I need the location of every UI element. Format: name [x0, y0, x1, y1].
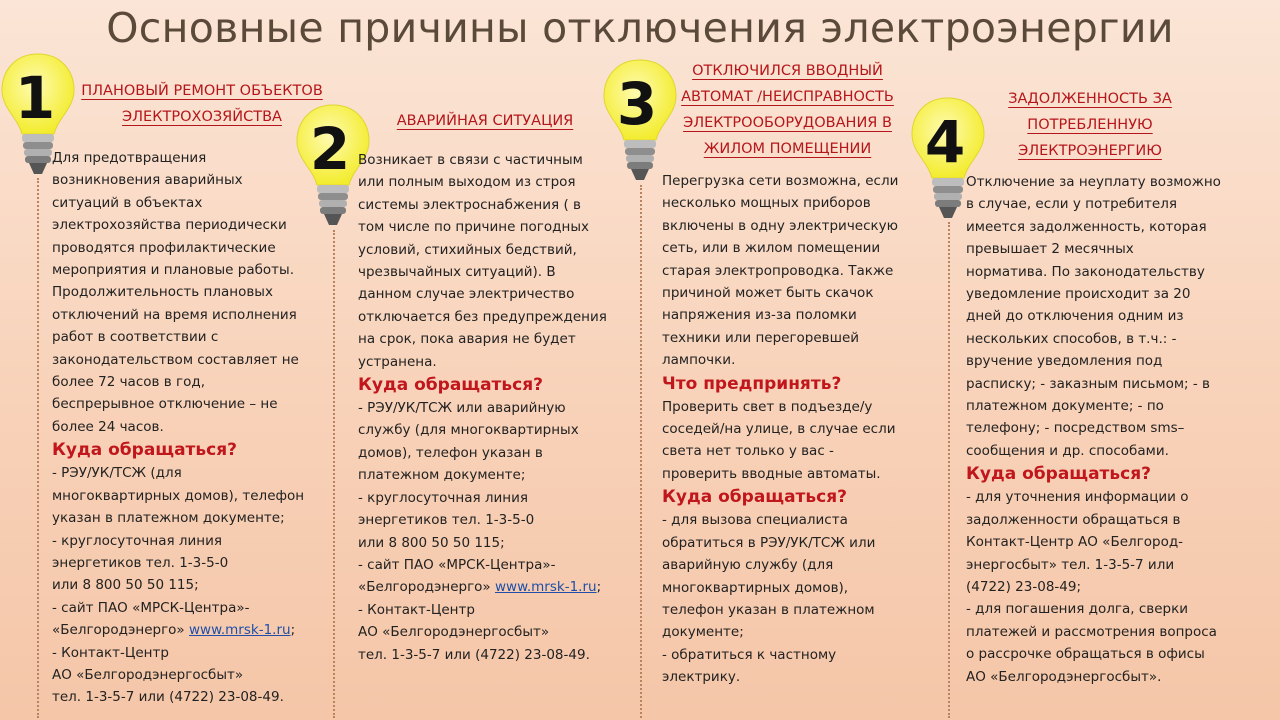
text-line: норматива. По законодательству [966, 263, 1205, 280]
text-line: расписку; - заказным письмом; - в [966, 375, 1211, 392]
heading-line: ПЛАНОВЫЙ РЕМОНТ ОБЪЕКТОВ [81, 83, 323, 99]
text-line: техники или перегоревшей [662, 329, 860, 346]
text-line: условий, стихийных бедствий, [358, 241, 577, 258]
text-line: - для погашения долга, сверки [966, 601, 1189, 618]
text-line: отключается без предупреждения [358, 308, 607, 325]
text-line: ситуаций в объектах [52, 194, 203, 211]
text-line: работ в соответствии с [52, 329, 219, 346]
text-line: - Контакт-Центр [52, 644, 169, 661]
text-line: многоквартирных домов), телефон [52, 487, 305, 504]
text-line: телефону; - посредством sms– [966, 420, 1185, 437]
text-line: сеть, или в жилом помещении [662, 240, 881, 257]
text-line: или 8 800 50 50 115; [52, 577, 199, 594]
what-to-do-heading: Что предпринять? [662, 373, 842, 394]
text-line: энергетиков тел. 1-3-5-0 [358, 512, 535, 529]
heading-line: АВАРИЙНАЯ СИТУАЦИЯ [396, 113, 574, 129]
text-line: соседей/на улице, в случае если [662, 421, 896, 438]
text-line: - Контакт-Центр [358, 601, 475, 618]
step-number: 1 [14, 64, 56, 132]
text-line: данном случае электричество [358, 286, 575, 303]
heading-line: ОТКЛЮЧИЛСЯ ВВОДНЫЙ [692, 63, 883, 79]
where-to-apply-heading: Куда обращаться? [966, 464, 1152, 485]
text-line: документе; [662, 624, 744, 641]
column-3-body [662, 170, 952, 689]
text-line: - для уточнения информации о [966, 489, 1189, 506]
divider [948, 222, 950, 718]
text-line: - круглосуточная линия [52, 532, 223, 549]
text-fragment: ; [290, 622, 296, 639]
text-line: беспрерывное отключение – не [52, 396, 278, 413]
text-line: вручение уведомления под [966, 353, 1163, 370]
text-line: платежном документе; [358, 467, 526, 484]
text-line: платежей и рассмотрения вопроса [966, 623, 1217, 640]
text-line: или 8 800 50 50 115; [358, 534, 505, 551]
text-line: том числе по причине погодных [358, 219, 589, 236]
text-line: - для вызова специалиста [662, 512, 848, 529]
text-line: напряжения из-за поломки [662, 307, 857, 324]
text-line: АО «Белгородэнергосбыт». [966, 668, 1162, 685]
text-line: возникновения аварийных [52, 172, 243, 189]
text-line: сообщения и др. способами. [966, 442, 1169, 459]
text-fragment: «Белгородэнерго» [358, 579, 495, 596]
text-line: отключений на время исполнения [52, 306, 297, 323]
mrsk-link[interactable]: www.mrsk-1.ru [188, 622, 291, 639]
text-line: более 72 часов в год, [52, 374, 205, 391]
text-line: на срок, пока авария не будет [358, 331, 576, 348]
text-line: домов), телефон указан в [358, 444, 543, 461]
column-2-body [358, 149, 648, 666]
column-4-body [966, 171, 1266, 688]
text-line: платежном документе; - по [966, 398, 1164, 415]
heading-line: ЖИЛОМ ПОМЕЩЕНИИ [703, 141, 872, 157]
heading-emergency [370, 108, 600, 134]
text-line: причиной может быть скачок [662, 285, 874, 302]
text-line: АО «Белгородэнергосбыт» [52, 666, 244, 683]
text-line: системы электроснабжения ( в [358, 196, 581, 213]
text-line: чрезвычайных ситуаций). В [358, 264, 556, 281]
text-line: Возникает в связи с частичным [358, 152, 583, 168]
step-number: 3 [616, 70, 658, 138]
heading-line: ЭЛЕКТРООБОРУДОВАНИЯ В [683, 115, 892, 131]
text-line: многоквартирных домов), [662, 579, 849, 596]
text-fragment: ; [596, 579, 602, 596]
text-line: проверить вводные автоматы. [662, 465, 881, 482]
text-line: проводятся профилактические [52, 239, 276, 256]
text-line: лампочки. [662, 352, 736, 369]
text-line: Для предотвращения [52, 150, 207, 166]
text-line: о рассрочке обращаться в офисы [966, 646, 1205, 663]
text-line: указан в платежном документе; [52, 510, 285, 527]
text-line: Отключение за неуплату возможно [966, 174, 1221, 190]
text-line: Продолжительность плановых [52, 284, 273, 301]
text-line: старая электропроводка. Также [662, 262, 894, 279]
where-to-apply-heading: Куда обращаться? [358, 375, 544, 396]
divider [37, 178, 39, 718]
divider [333, 230, 335, 718]
text-line: дней до отключения одним из [966, 308, 1184, 325]
heading-line: АВТОМАТ /НЕИСПРАВНОСТЬ [681, 89, 894, 105]
text-line: в случае, если у потребителя [966, 196, 1177, 213]
text-line: службу (для многоквартирных [358, 422, 579, 439]
where-to-apply-heading: Куда обращаться? [52, 440, 238, 461]
text-line: электрику. [662, 669, 741, 686]
mrsk-link[interactable]: www.mrsk-1.ru [494, 579, 597, 596]
step-number: 2 [309, 115, 351, 183]
page-title: Основные причины отключения электроэнергии [106, 4, 1174, 52]
text-line: (4722) 23-08-49; [966, 578, 1082, 595]
text-line-with-link [358, 576, 648, 598]
text-line: Перегрузка сети возможна, если [662, 173, 899, 189]
heading-line: ЗАДОЛЖЕННОСТЬ ЗА [1008, 91, 1172, 107]
text-line: - РЭУ/УК/ТСЖ или аварийную [358, 400, 566, 417]
text-line: устранена. [358, 353, 437, 370]
text-line: Проверить свет в подъезде/у [662, 398, 873, 415]
heading-input-breaker [650, 58, 925, 162]
text-line: превышает 2 месячных [966, 241, 1134, 258]
text-line: законодательством составляет не [52, 351, 299, 368]
divider [640, 185, 642, 718]
text-line: тел. 1-3-5-7 или (4722) 23-08-49. [358, 646, 590, 663]
text-line: аварийную службу (для [662, 557, 834, 574]
text-fragment: «Белгородэнерго» [52, 622, 189, 639]
text-line: энергосбыт» тел. 1-3-5-7 или [966, 556, 1175, 573]
text-line: энергетиков тел. 1-3-5-0 [52, 554, 229, 571]
heading-debt [990, 86, 1190, 164]
text-line: АО «Белгородэнергосбыт» [358, 624, 550, 641]
text-line: телефон указан в платежном [662, 601, 875, 618]
heading-line: ЭЛЕКТРОХОЗЯЙСТВА [122, 109, 282, 125]
text-line: имеется задолженность, которая [966, 218, 1207, 235]
text-line: включены в одну электрическую [662, 217, 899, 234]
text-line: мероприятия и плановые работы. [52, 262, 294, 279]
text-line: - круглосуточная линия [358, 489, 529, 506]
text-line: тел. 1-3-5-7 или (4722) 23-08-49. [52, 689, 284, 706]
where-to-apply-heading: Куда обращаться? [662, 487, 848, 508]
text-line: - обратиться к частному [662, 646, 837, 663]
text-line: - сайт ПАО «МРСК-Центра»- [52, 599, 250, 616]
text-line: - сайт ПАО «МРСК-Центра»- [358, 556, 556, 573]
step-number: 4 [924, 108, 966, 176]
text-line: уведомление происходит за 20 [966, 286, 1191, 303]
text-line: света нет только у вас - [662, 443, 834, 460]
text-line: электрохозяйства периодически [52, 217, 287, 234]
text-line: или полным выходом из строя [358, 174, 576, 191]
text-line: нескольких способов, в т.ч.: - [966, 330, 1177, 347]
text-line-with-link [52, 619, 342, 641]
heading-line: ЭЛЕКТРОЭНЕРГИЮ [1018, 143, 1162, 159]
text-line: несколько мощных приборов [662, 195, 871, 212]
text-line: более 24 часов. [52, 418, 164, 435]
heading-line: ПОТРЕБЛЕННУЮ [1027, 117, 1153, 133]
text-line: - РЭУ/УК/ТСЖ (для [52, 465, 182, 482]
text-line: обратиться в РЭУ/УК/ТСЖ или [662, 534, 876, 551]
text-line: Контакт-Центр АО «Белгород- [966, 534, 1184, 551]
text-line: задолженности обращаться в [966, 511, 1181, 528]
